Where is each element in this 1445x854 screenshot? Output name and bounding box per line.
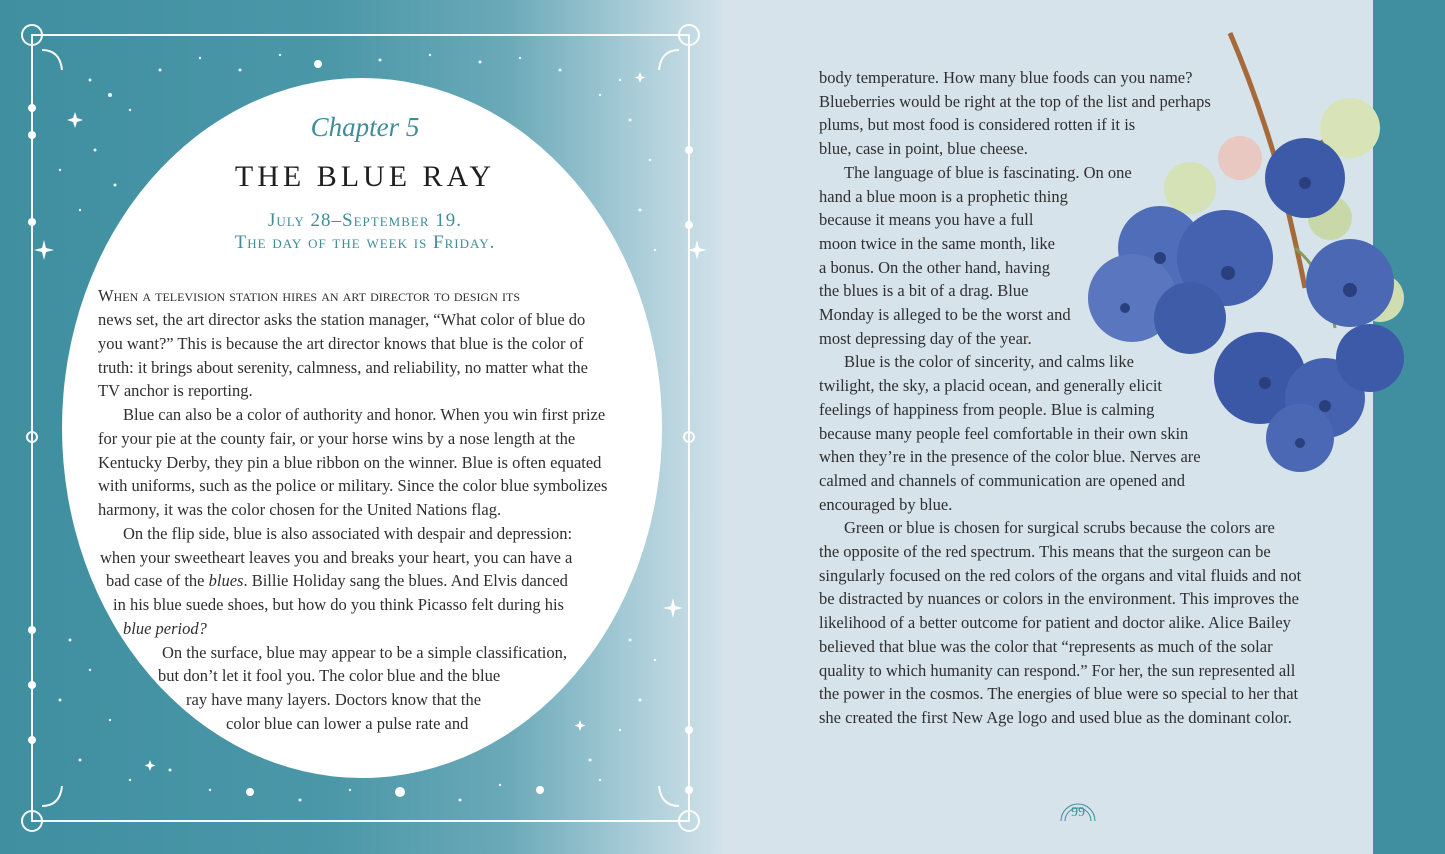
text-segment: but don’t let it fool you. The color blue and the blue (158, 666, 501, 685)
text-segment: bad case of the (106, 571, 209, 590)
right-body-line: The language of blue is fascinating. On one (844, 162, 1132, 182)
right-body-line: plums, but most food is considered rotten if it is (819, 115, 1136, 135)
right-body-line: a bonus. On the other hand, having (819, 257, 1050, 277)
chapter-title: THE BLUE RAY (234, 160, 496, 193)
left-body-line (123, 524, 572, 544)
left-body-line (98, 453, 601, 473)
ripe-berries (1088, 138, 1404, 472)
left-body-line (98, 476, 607, 496)
text-segment: truth: it brings about serenity, calmness, and reliability, no matter what the (98, 358, 588, 377)
right-body-line: Blueberries would be right at the top of the list and perhaps (819, 91, 1211, 111)
right-body-line: twilight, the sky, a placid ocean, and generally elicit (819, 376, 1163, 396)
text-segment: color blue can lower a pulse rate and (226, 714, 469, 733)
right-body-line: when they’re in the presence of the color blue. Nerves are (819, 447, 1201, 467)
left-body-line (113, 595, 564, 615)
text-segment: in his blue suede shoes, but how do you think Picasso felt during his (113, 595, 564, 614)
left-body-line (123, 619, 207, 639)
text-segment: Kentucky Derby, they pin a blue ribbon on the winner. Blue is often equated (98, 453, 602, 472)
left-body-line (162, 643, 567, 663)
right-body-line: the power in the cosmos. The energies of blue were so special to her that (819, 684, 1299, 704)
text-segment: Blue can also be a color of authority and honor. When you win first prize (123, 405, 606, 424)
left-body-line (98, 286, 520, 306)
right-body-line: Green or blue is chosen for surgical scrubs because the colors are (844, 518, 1275, 538)
text-segment: news set, the art director asks the station manager, “What color of blue do (98, 310, 586, 329)
right-body-line: likelihood of a better outcome for patient and doctor alike. Alice Bailey (819, 613, 1291, 633)
blueberry-illustration (1080, 28, 1420, 478)
text-segment: for your pie at the county fair, or your horse wins by a nose length at the (98, 429, 576, 448)
left-body-line (98, 310, 585, 330)
right-body-line: Monday is alleged to be the worst and (819, 305, 1071, 324)
right-body-line: Blue is the color of sincerity, and calms like (844, 352, 1134, 372)
left-body-line (98, 381, 253, 401)
right-body-line: hand a blue moon is a prophetic thing (819, 186, 1068, 206)
left-body-line (98, 358, 588, 378)
right-body-line: encouraged by blue. (819, 494, 953, 514)
right-body-line: because it means you have a full (819, 210, 1034, 230)
right-body-line: calmed and channels of communication are opened and (819, 470, 1186, 490)
text-segment: with uniforms, such as the police or military. Since the color blue symbolizes (98, 476, 608, 495)
text-segment: On the surface, blue may appear to be a simple classification, (162, 643, 568, 662)
chapter-label: Chapter 5 (310, 112, 420, 142)
right-body-line: moon twice in the same month, like (819, 233, 1055, 253)
left-body-line (226, 714, 468, 734)
right-body-line: body temperature. How many blue foods can you name? (819, 68, 1193, 87)
left-body-line (106, 571, 568, 591)
text-segment: TV anchor is reporting. (98, 381, 253, 400)
right-body-line: the blues is a bit of a drag. Blue (819, 281, 1029, 301)
text-segment: When a television station hires an art director to design its (98, 286, 521, 305)
text-segment: blue period? (123, 619, 207, 638)
right-body-line: she created the first New Age logo and used blue as the dominant color. (819, 707, 1292, 727)
left-body-line (98, 429, 575, 449)
left-body-line (158, 666, 500, 686)
left-body-line (98, 500, 501, 520)
text-segment: . Billie Holiday sang the blues. And Elvis danced (243, 571, 568, 590)
right-body-line: feelings of happiness from people. Blue is calming (819, 399, 1155, 419)
right-body-line: the opposite of the red spectrum. This means that the surgeon can be (819, 542, 1271, 561)
text-segment: when your sweetheart leaves you and breaks your heart, you can have a (100, 548, 573, 567)
chapter-dates: July 28–September 19. (267, 210, 463, 231)
text-segment: harmony, it was the color chosen for the United Nations flag. (98, 500, 502, 519)
right-body-line: blue, case in point, blue cheese. (819, 139, 1028, 159)
left-body-line (100, 548, 572, 568)
right-body-line: singularly focused on the red colors of the organs and vital fluids and not (819, 565, 1302, 585)
right-body-line: most depressing day of the year. (819, 328, 1032, 348)
page-number (1059, 799, 1097, 823)
left-body-line (186, 690, 481, 710)
page-number-text: 99 (1071, 805, 1085, 820)
text-segment: On the flip side, blue is also associated with despair and depression: (123, 524, 573, 543)
right-body-line: because many people feel comfortable in their own skin (819, 423, 1189, 443)
chapter-day: The day of the week is Friday. (234, 232, 496, 253)
text-segment: ray have many layers. Doctors know that the (186, 690, 482, 709)
left-body-line (123, 405, 605, 425)
right-body-line: believed that blue was the color that “represents as much of the solar (819, 636, 1273, 656)
left-body-line (98, 334, 583, 354)
right-body-line: be distracted by nuances or colors in the environment. This improves the (819, 589, 1299, 609)
right-body-line: quality to which humanity can respond.” For her, the sun represented all (819, 660, 1296, 680)
text-segment: blues (208, 571, 244, 590)
text-segment: you want?” This is because the art director knows that blue is the color of (98, 334, 584, 353)
